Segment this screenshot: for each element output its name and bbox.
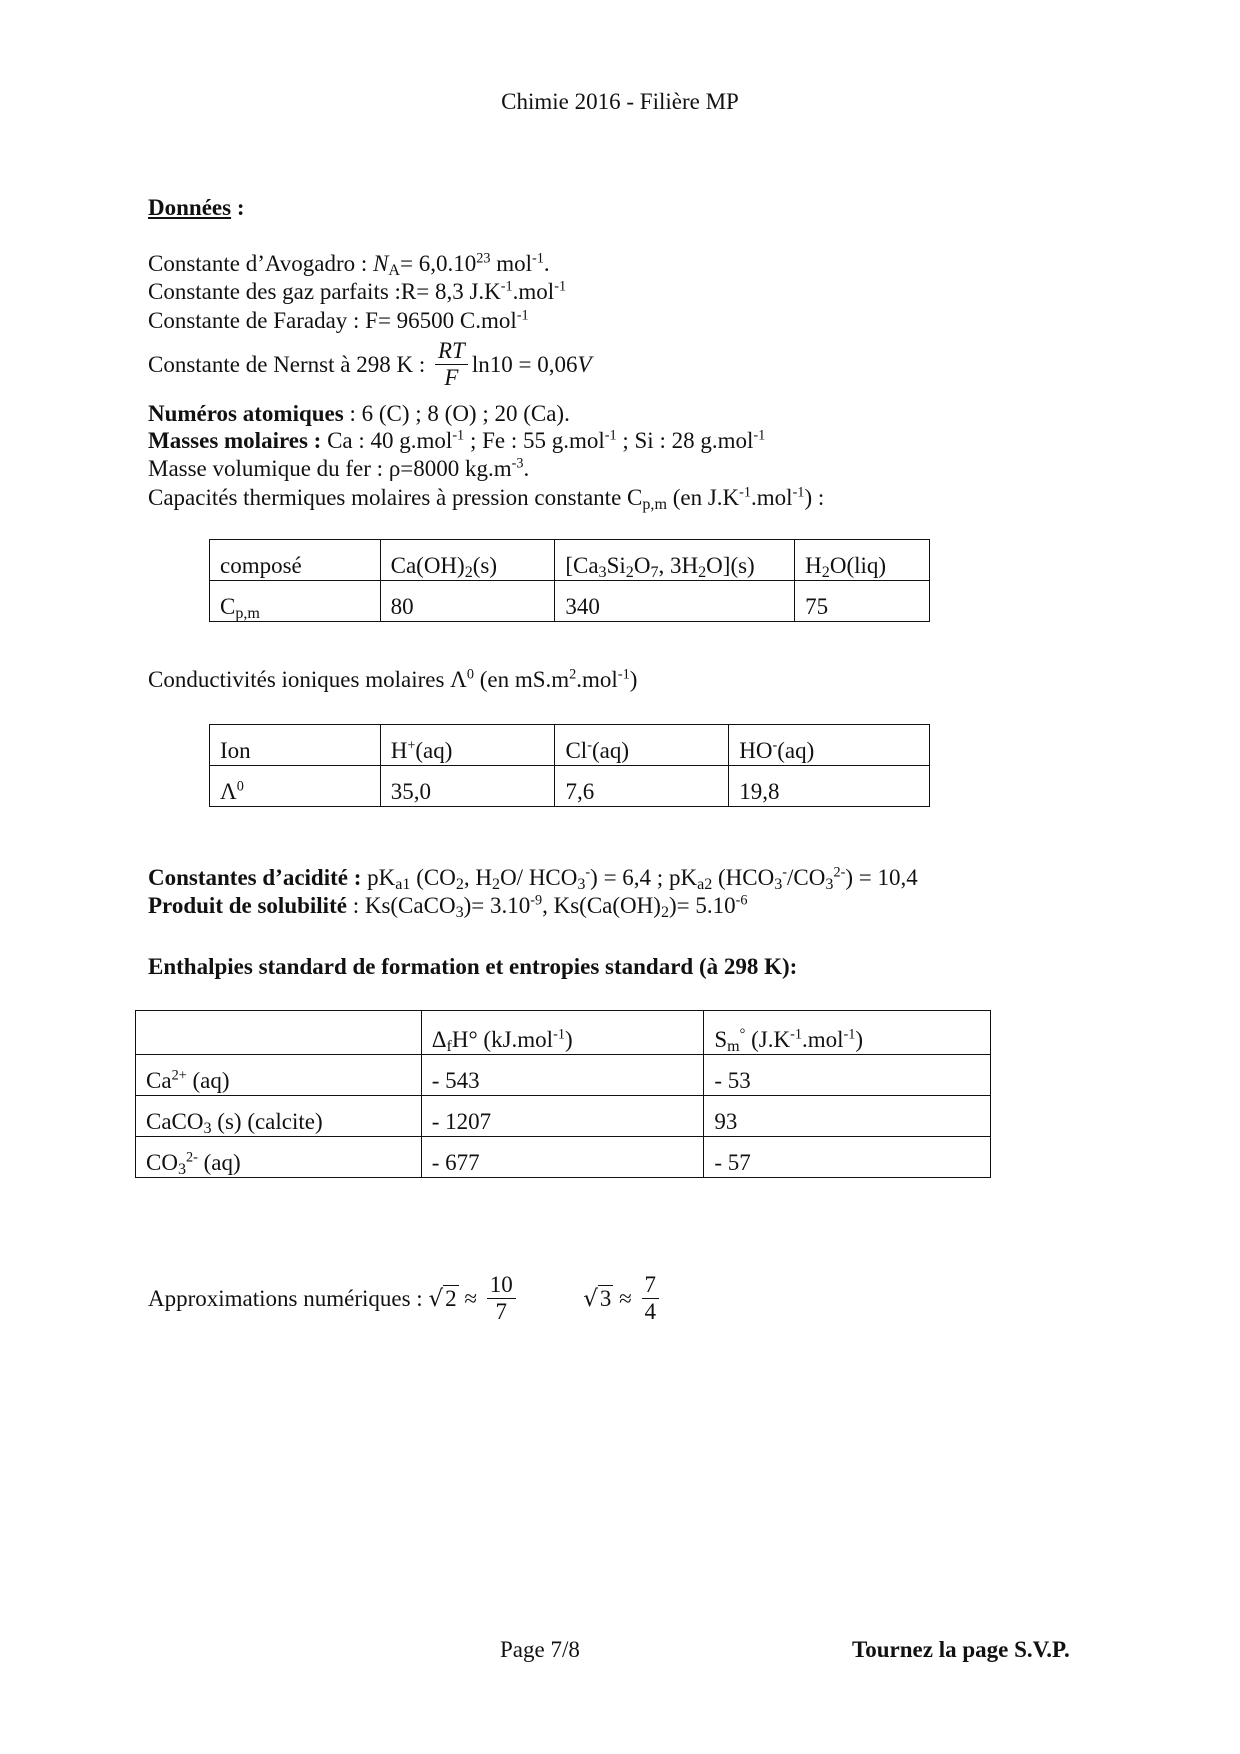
table-cell: 75 bbox=[795, 581, 930, 622]
page-number: Page 7/8 bbox=[500, 1637, 580, 1662]
avogadro-line: Constante d’Avogadro : $N_A= 6,0.10^{23}$ mol$^{-1}$. bbox=[148, 250, 550, 280]
table-cell: $H_2O(liq)$ bbox=[795, 540, 930, 581]
table-row bbox=[136, 1096, 991, 1137]
table-cell: Cl-(aq) bbox=[555, 725, 729, 766]
table-cell: HO-(aq) bbox=[729, 725, 930, 766]
table-cell: - 543 bbox=[421, 1055, 704, 1096]
constantes-acidite-line: Constantes d’acidité : $pK_{a1}$ ($CO_2$, $H_2O/$ $HCO_3^-) = 6,4$ ; $pK_{a2}$ $(HCO_3^-/CO_3^{2-}) = 10,4$ bbox=[148, 864, 918, 894]
table-cell: $S_m^\circ$ $(J.K^{-1}.mol^{-1})$ bbox=[704, 1011, 991, 1055]
fraction-7-4: $\frac{7}{4}$ bbox=[642, 1272, 660, 1326]
table-cell: $\Lambda^0$ bbox=[210, 766, 381, 807]
gaz-parfaits-line: Constante des gaz parfaits :R= 8,3 $J.K^{-1}.mol^{-1}$ bbox=[148, 278, 567, 304]
sqrt-3: √3 bbox=[583, 1285, 612, 1312]
table-cell: H+(aq) bbox=[380, 725, 555, 766]
table-cell: - 57 bbox=[704, 1137, 991, 1178]
table-cell: [$Ca_3Si_2O_7$, $3H_2O](s)$ bbox=[555, 540, 795, 581]
nernst-fraction: $\frac{RT}{F}$ bbox=[435, 338, 468, 392]
table-cell: 35,0 bbox=[380, 766, 555, 807]
produit-solubilite-line: Produit de solubilité : Ks(CaCO$_3$)= $3.10^{-9}$, $Ks(Ca(OH)_2)= 5.10^{-6}$ bbox=[148, 892, 748, 922]
table-cell: composé bbox=[210, 540, 381, 581]
capacites-line: Capacités thermiques molaires à pression constante $C_{p,m}$ (en $J.K^{-1}.mol^{-1}$) : bbox=[148, 484, 825, 514]
table-cell: - 677 bbox=[421, 1137, 704, 1178]
numeros-atomiques-line: Numéros atomiques : 6 (C) ; 8 (O) ; 20 (Ca). bbox=[148, 401, 570, 426]
table-cell: 340 bbox=[555, 581, 795, 622]
table-cell: - 53 bbox=[704, 1055, 991, 1096]
table-cell: $CO_3^{2-}$ (aq) bbox=[136, 1137, 422, 1178]
turn-page-note: Tournez la page S.V.P. bbox=[852, 1637, 1070, 1662]
page-header: Chimie 2016 - Filière MP bbox=[501, 89, 739, 114]
nernst-line: Constante de Nernst à 298 K : $\frac{RT}{F}$ ln10 = 0,06V bbox=[148, 338, 592, 391]
table-row bbox=[210, 766, 930, 807]
conductivites-line: Conductivités ioniques molaires $\Lambda^0$ (en $mS.m^2.mol^{-1}$) bbox=[148, 666, 638, 692]
table-cell: Ion bbox=[210, 725, 381, 766]
table-cell: 93 bbox=[704, 1096, 991, 1137]
masse-volumique-line: Masse volumique du fer : ρ=8000 $kg.m^{-3}$. bbox=[148, 455, 530, 481]
table-cell: $C_{p,m}$ bbox=[210, 581, 381, 622]
ion-conductivity-table bbox=[209, 724, 930, 807]
table-row bbox=[136, 1137, 991, 1178]
section-title-donnees: Données : bbox=[148, 195, 245, 220]
table-row bbox=[210, 725, 930, 766]
table-row bbox=[136, 1055, 991, 1096]
table-cell: 7,6 bbox=[555, 766, 729, 807]
cp-table bbox=[209, 539, 930, 622]
table-cell: - 1207 bbox=[421, 1096, 704, 1137]
table-cell: 80 bbox=[380, 581, 555, 622]
table-row bbox=[136, 1011, 991, 1055]
table-cell bbox=[136, 1011, 422, 1055]
masses-molaires-line: Masses molaires : Ca : 40 g.mol$^{-1}$ ; Fe : 55 g.mol$^{-1}$ ; Si : 28 g.mol$^{-1}$ bbox=[148, 427, 766, 453]
table-cell: $Ca(OH)_2(s)$ bbox=[380, 540, 555, 581]
table-cell: $\Delta_fH^\circ$ (kJ.mol$^{-1}$) bbox=[421, 1011, 704, 1055]
approximations-line: Approximations numériques : √2 ≈ $\frac{10}{7}$ √3 ≈ $\frac{7}{4}$ bbox=[148, 1272, 663, 1326]
faraday-line: Constante de Faraday : F= 96500 C.mol$^{-1}$ bbox=[148, 307, 529, 333]
thermo-table bbox=[135, 1010, 991, 1178]
donnees-label: Données bbox=[148, 195, 232, 220]
table-cell: CaCO$_3$ (s) (calcite) bbox=[136, 1096, 422, 1137]
sqrt-2: √2 bbox=[428, 1285, 457, 1312]
table-cell: $Ca^{2+}$ (aq) bbox=[136, 1055, 422, 1096]
table-row bbox=[210, 540, 930, 581]
enthalpies-title: Enthalpies standard de formation et entropies standard (à 298 K): bbox=[148, 954, 798, 979]
table-cell: 19,8 bbox=[729, 766, 930, 807]
table-row bbox=[210, 581, 930, 622]
fraction-10-7: $\frac{10}{7}$ bbox=[487, 1272, 516, 1326]
